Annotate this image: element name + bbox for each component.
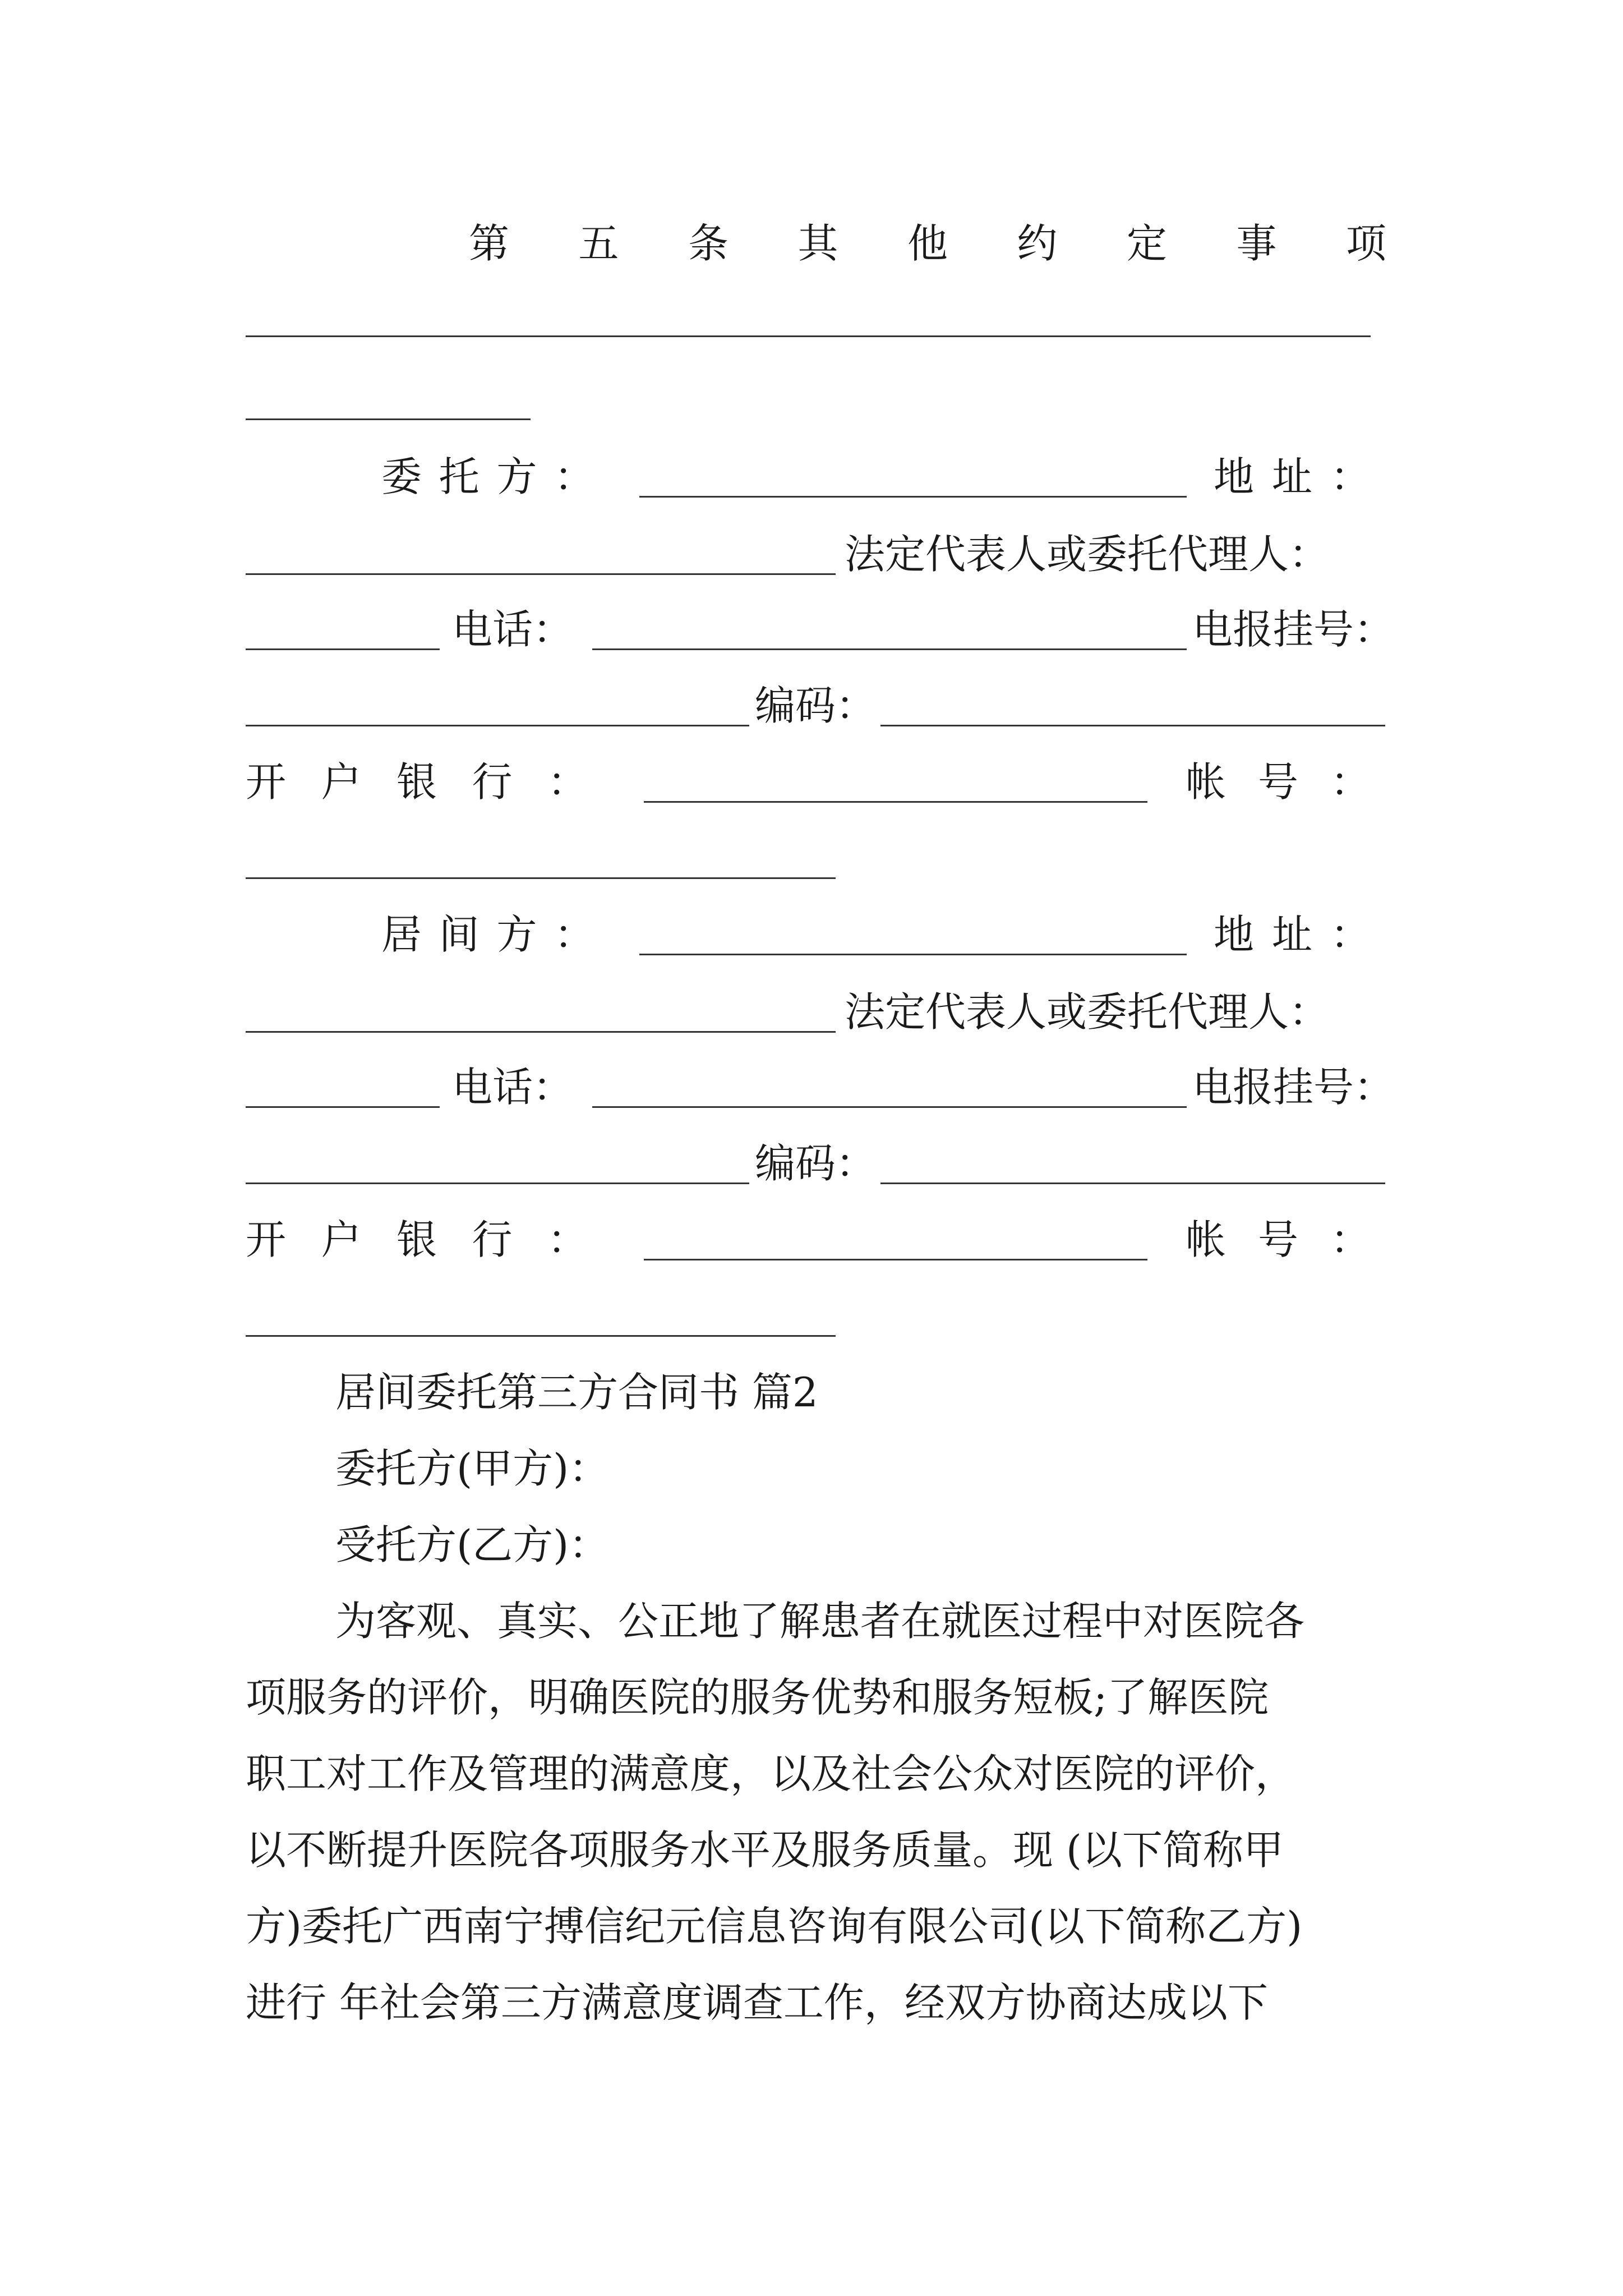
representative-label: 法定代表人或委托代理人：	[845, 988, 1330, 1036]
body-line: 进行 年社会第三方满意度调查工作，经双方协商达成以下	[246, 1979, 1268, 2026]
postcode-label: 编码：	[755, 682, 877, 729]
address-blank	[246, 573, 836, 575]
body-line: 以不断提升医院各项服务水平及服务质量。现 (以下简称甲	[246, 1826, 1284, 1874]
contract2-heading: 居间委托第三方合同书 篇2	[335, 1369, 818, 1416]
party-name-blank	[639, 954, 1187, 955]
account-label: 帐 号 ：	[1186, 1216, 1371, 1263]
phone-blank	[592, 648, 1187, 650]
party-label: 委 托 方 ：	[381, 453, 594, 500]
body-line: 项服务的评价，明确医院的服务优势和服务短板;了解医院	[246, 1674, 1269, 1721]
representative-label: 法定代表人或委托代理人：	[845, 531, 1330, 578]
body-line: 方)委托广西南宁搏信纪元信息咨询有限公司(以下简称乙方)	[246, 1903, 1303, 1950]
telegraph-label: 电报挂号：	[1192, 1064, 1395, 1111]
postcode-blank	[880, 725, 1385, 726]
telegraph-label: 电报挂号：	[1192, 606, 1395, 653]
postcode-label: 编码：	[755, 1140, 877, 1187]
body-line: 职工对工作及管理的满意度，以及社会公众对医院的评价，	[246, 1750, 1296, 1797]
representative-blank	[246, 648, 440, 650]
postcode-blank	[880, 1182, 1385, 1184]
party-name-blank	[639, 496, 1187, 498]
address-label: 地 址 ：	[1214, 453, 1371, 500]
bank-blank	[644, 1259, 1147, 1260]
article5-blank-line	[246, 335, 1371, 337]
agent-line: 受托方(乙方)：	[335, 1521, 610, 1568]
account-blank	[246, 1335, 836, 1337]
phone-blank	[592, 1106, 1187, 1108]
phone-label: 电话：	[452, 1064, 574, 1111]
article5-title: 第 五 条 其 他 约 定 事 项	[469, 220, 1386, 267]
telegraph-blank	[246, 725, 749, 726]
article5-blank-line	[246, 418, 531, 420]
representative-blank	[246, 1106, 440, 1108]
bank-label: 开 户 银 行 ：	[246, 1216, 588, 1263]
bank-blank	[644, 801, 1147, 803]
body-line: 为客观、真实、公正地了解患者在就医过程中对医院各	[335, 1598, 1305, 1645]
account-blank	[246, 877, 836, 879]
client-line: 委托方(甲方)：	[335, 1445, 610, 1492]
bank-label: 开 户 银 行 ：	[246, 758, 588, 806]
party-label: 居 间 方 ：	[381, 911, 594, 958]
account-label: 帐 号 ：	[1186, 758, 1371, 806]
telegraph-blank	[246, 1182, 749, 1184]
address-label: 地 址 ：	[1214, 911, 1371, 958]
address-blank	[246, 1031, 836, 1033]
phone-label: 电话：	[452, 606, 574, 653]
